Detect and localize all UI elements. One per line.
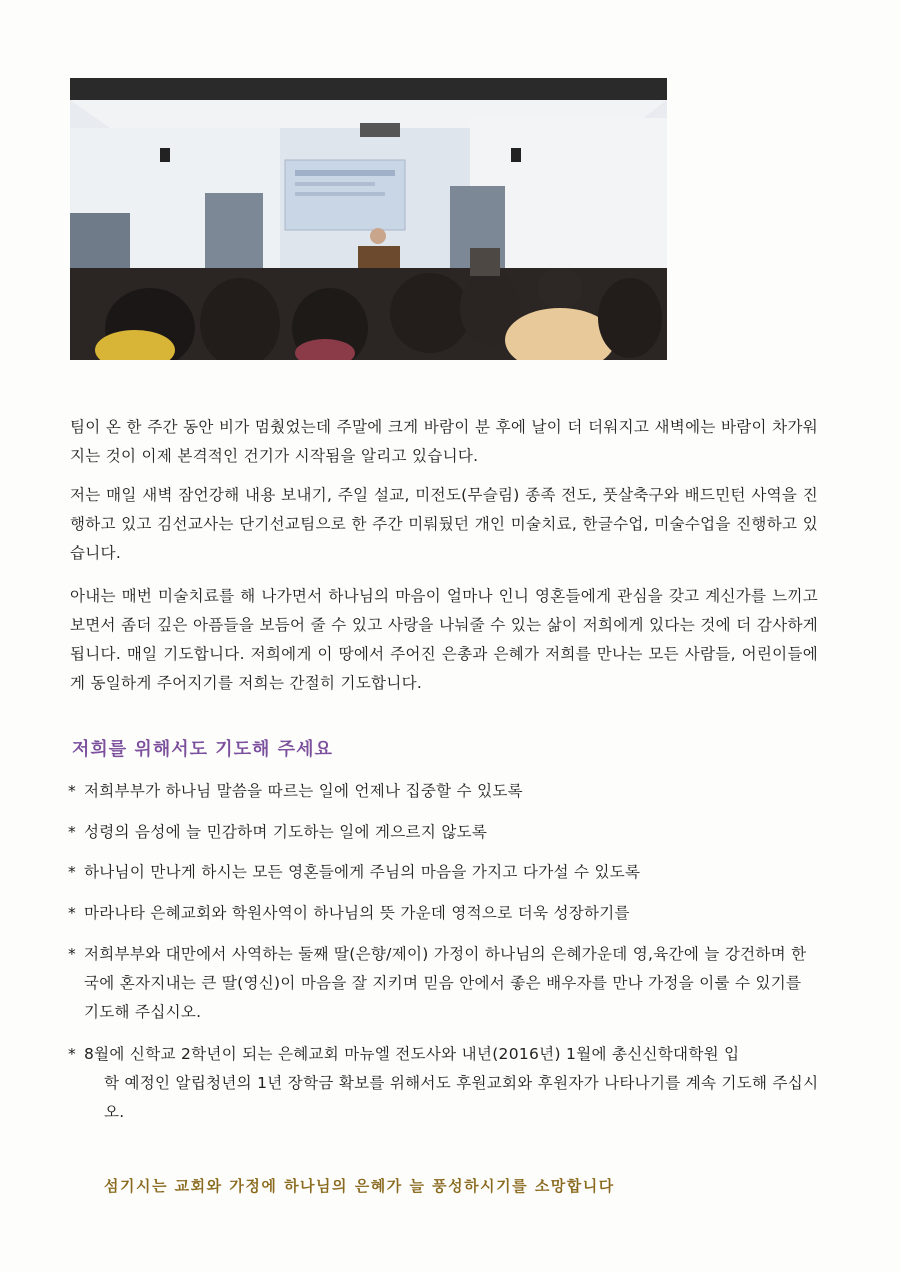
- paragraph-ministry: 저는 매일 새벽 잠언강해 내용 보내기, 주일 설교, 미전도(무슬림) 종족 전도, 풋살축구와 배드민턴 사역을 진행하고 있고 김선교사는 단기선교팀으로 한 주간 미뤄뒀던 개인 미술치료, 한글수업, 미술수업을 진행하고 있습니다.: [70, 486, 818, 562]
- prayer-item-line: 8월에 신학교 2학년이 되는 은혜교회 마뉴엘 전도사와 내년(2016년) 1월에 총신신학대학원 입: [84, 1045, 740, 1063]
- closing-blessing: 섬기시는 교회와 가정에 하나님의 은혜가 늘 풍성하시기를 소망합니다: [104, 1177, 615, 1195]
- bullet-icon: *: [68, 823, 77, 841]
- prayer-item-text: 저희부부와 대만에서 사역하는 둘째 딸(은향/제이) 가정이 하나님의 은혜가운데 영,육간에 늘 강건하며 한국에 혼자지내는 큰 딸(영신)이 마음을 잘 지키며 믿음 안에서 좋은 배우자를 만나 가정을 이룰 수 있기를 기도해 주십시오.: [84, 945, 807, 1021]
- prayer-heading: 저희를 위해서도 기도해 주세요: [72, 739, 333, 760]
- prayer-item-continuation: 학 예정인 알립청년의 1년 장학금 확보를 위해서도 후원교회와 후원자가 나타나기를 계속 기도해 주십시오.: [104, 1074, 819, 1121]
- prayer-item: [68, 1040, 820, 1127]
- prayer-item-text: [84, 1040, 820, 1127]
- bullet-icon: *: [68, 782, 77, 800]
- worship-photo: [70, 78, 667, 360]
- paragraph-weather: 팀이 온 한 주간 동안 비가 멈췄었는데 주말에 크게 바람이 분 후에 날이 더 더워지고 새벽에는 바람이 차가워지는 것이 이제 본격적인 건기가 시작됨을 알리고 있습니다.: [70, 418, 818, 465]
- prayer-item: [68, 777, 820, 806]
- bullet-icon: *: [68, 904, 77, 922]
- prayer-item-text: 마라나타 은혜교회와 학원사역이 하나님의 뜻 가운데 영적으로 더욱 성장하기를: [84, 904, 630, 922]
- prayer-item-text: 성령의 음성에 늘 민감하며 기도하는 일에 게으르지 않도록: [84, 823, 488, 841]
- worship-photo-icon: [70, 78, 667, 360]
- paragraph-wife: 아내는 매번 미술치료를 해 나가면서 하나님의 마음이 얼마나 인니 영혼들에게 관심을 갖고 계신가를 느끼고 보면서 좀더 깊은 아픔들을 보듬어 줄 수 있고 사랑을 나눠줄 수 있는 삶이 저희에게 있다는 것에 더 감사하게 됩니다. 매일 기도합니다. 저희에게 이 땅에서 주어진 은총과 은혜가 저희를 만나는 모든 사람들, 어린이들에게 동일하게 주어지기를 저희는 간절히 기도합니다.: [70, 587, 818, 692]
- prayer-item: [68, 940, 820, 1027]
- bullet-icon: *: [68, 945, 77, 963]
- prayer-item-text: 하나님이 만나게 하시는 모든 영혼들에게 주님의 마음을 가지고 다가설 수 있도록: [84, 863, 641, 881]
- prayer-item-text: 저희부부가 하나님 말씀을 따르는 일에 언제나 집중할 수 있도록: [84, 782, 523, 800]
- bullet-icon: *: [68, 1045, 77, 1063]
- bullet-icon: *: [68, 863, 77, 881]
- prayer-item: [68, 818, 820, 847]
- prayer-item: [68, 899, 820, 928]
- prayer-item: [68, 858, 820, 887]
